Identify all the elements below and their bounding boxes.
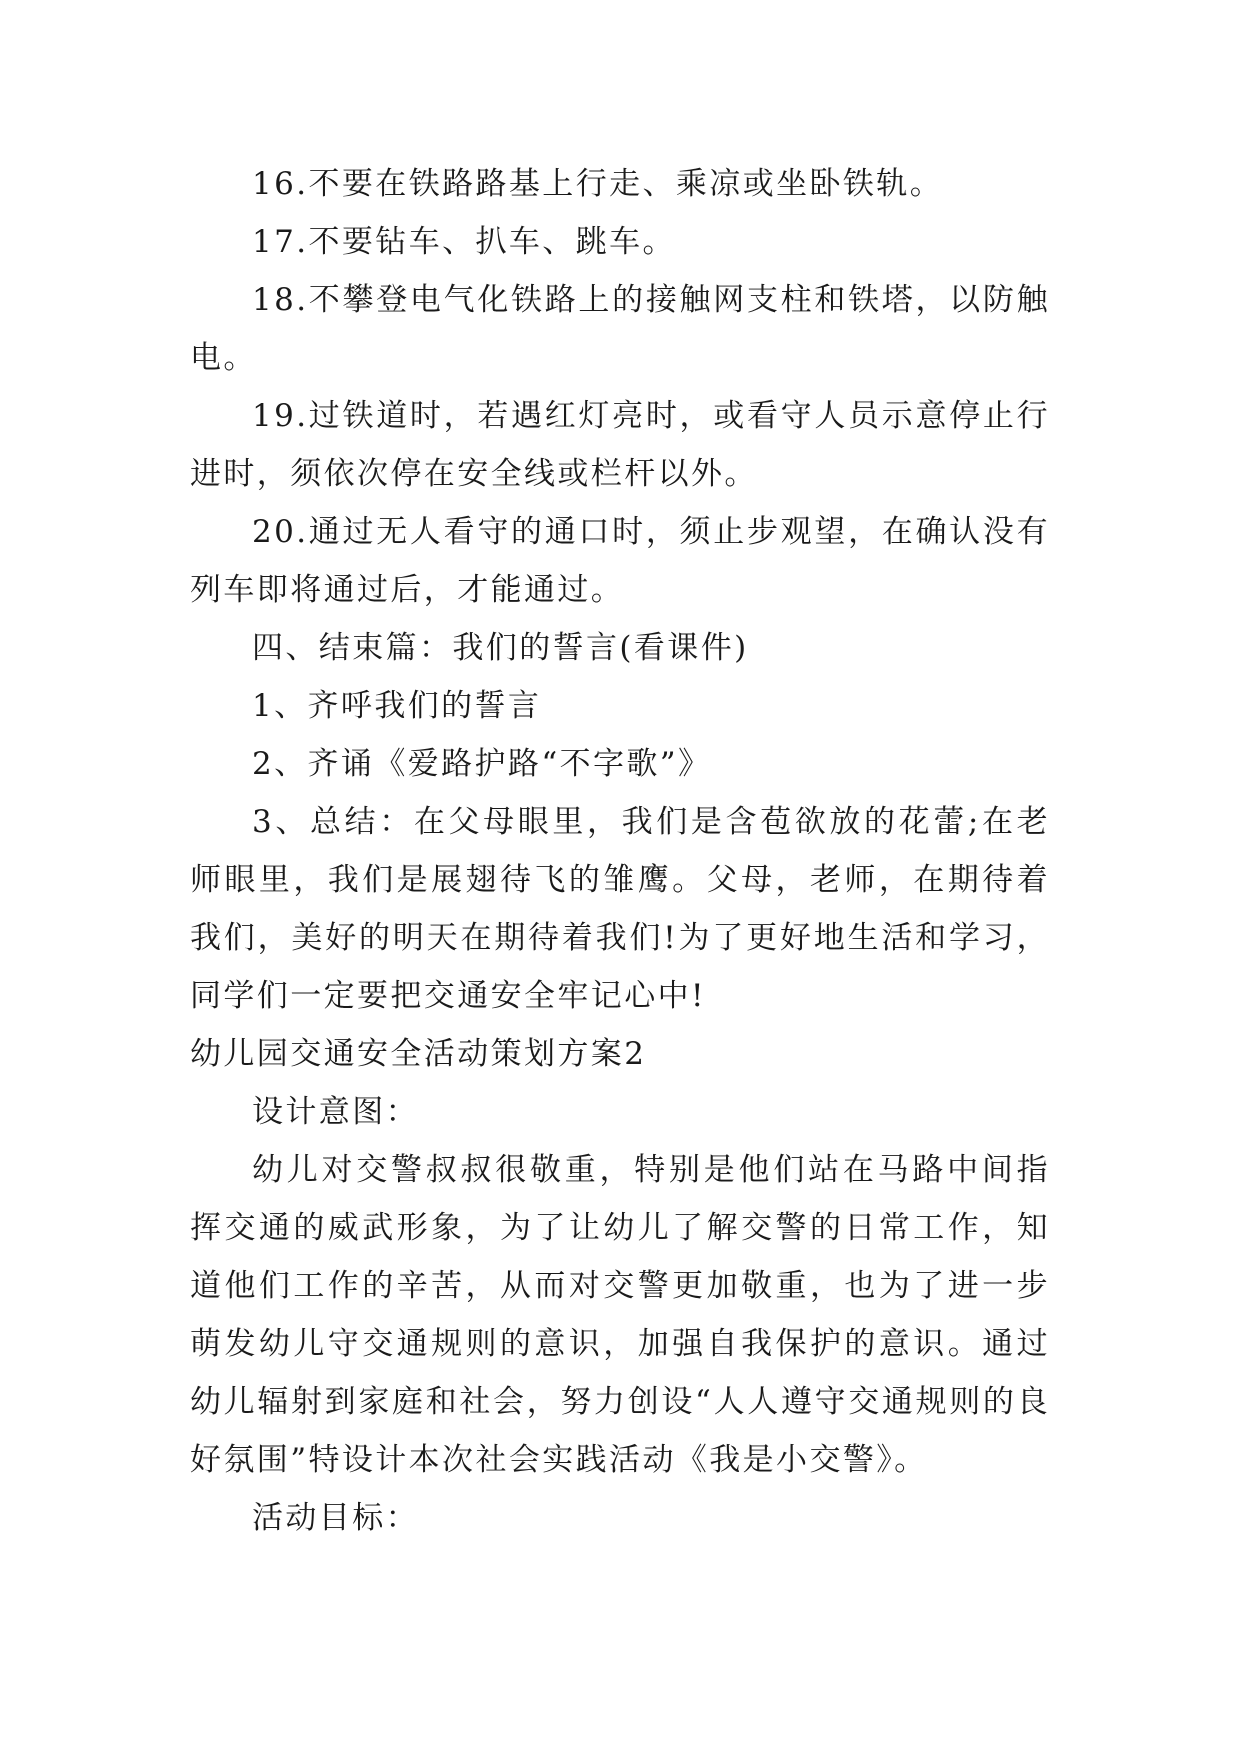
oath-item-1: 1、齐呼我们的誓言 bbox=[252, 688, 542, 724]
document-page bbox=[190, 155, 1050, 1547]
rule-19-paragraph: 19.过铁道时，若遇红灯亮时，或看守人员示意停止行进时，须依次停在安全线或栏杆以外。 bbox=[190, 398, 1050, 492]
design-intent-heading: 设计意图： bbox=[252, 1094, 419, 1130]
rule-17-paragraph: 17.不要钻车、扒车、跳车。 bbox=[252, 224, 676, 260]
design-intent-paragraph: 幼儿对交警叔叔很敬重，特别是他们站在马路中间指挥交通的威武形象，为了让幼儿了解交警的日常工作，知道他们工作的辛苦，从而对交警更加敬重，也为了进一步萌发幼儿守交通规则的意识，加强自我保护的意识。通过幼儿辐射到家庭和社会，努力创设“人人遵守交通规则的良好氛围”特设计本次社会实践活动《我是小交警》。 bbox=[190, 1152, 1050, 1478]
rule-18-paragraph: 18.不攀登电气化铁路上的接触网支柱和铁塔，以防触电。 bbox=[190, 282, 1050, 376]
plan-2-title: 幼儿园交通安全活动策划方案2 bbox=[190, 1036, 647, 1072]
rule-20-paragraph: 20.通过无人看守的通口时，须止步观望，在确认没有列车即将通过后，才能通过。 bbox=[190, 514, 1050, 608]
rule-16-paragraph: 16.不要在铁路路基上行走、乘凉或坐卧铁轨。 bbox=[252, 166, 944, 202]
summary-paragraph: 3、总结：在父母眼里，我们是含苞欲放的花蕾;在老师眼里，我们是展翅待飞的雏鹰。父母，老师，在期待着我们，美好的明天在期待着我们!为了更好地生活和学习，同学们一定要把交通安全牢记心中! bbox=[190, 804, 1050, 1014]
oath-item-2: 2、齐诵《爱路护路“不字歌”》 bbox=[252, 746, 712, 782]
section-four-heading: 四、结束篇：我们的誓言(看课件) bbox=[252, 630, 749, 666]
activity-goals-heading: 活动目标： bbox=[252, 1500, 419, 1536]
